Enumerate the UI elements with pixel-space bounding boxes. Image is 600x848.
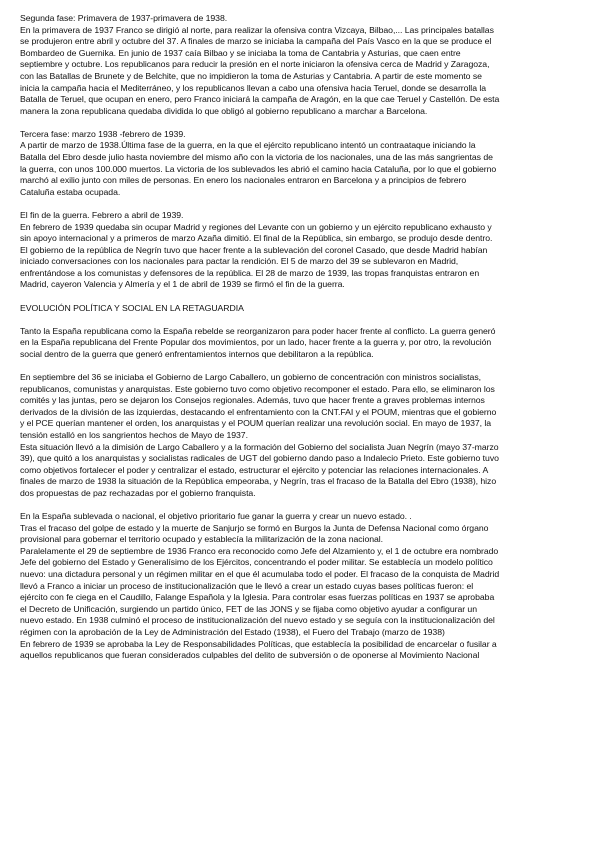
paragraph-espana-sublevada <box>20 511 588 662</box>
text-line: ejército con fe ciega en el Caudillo, Falange Española y la Iglesia. Para controlar esas fuerzas políticas en 1937 se aprobaba <box>20 592 495 603</box>
text-line: derivados de la división de las izquierdas, destacando el enfrentamiento con la CNT.FAI y el POUM, mientras que el gobierno <box>20 406 497 417</box>
text-line: En febrero de 1939 quedaba sin ocupar Madrid y regiones del Levante con un gobierno y un ejército republicano exhausto y <box>20 221 492 232</box>
text-line: como objetivos fortalecer el poder y centralizar el estado, estructurar el ejército y potenciar las relaciones internacionales. A <box>20 464 489 475</box>
text-line: manera la zona republicana quedaba dividida lo que obligó al gobierno republicano a marchar a Barcelona. <box>20 105 428 116</box>
text-line: septiembre y octubre. Los republicanos para reducir la presión en el norte iniciaron la ofensiva cerca de Madrid y Zaragoza, <box>20 59 490 70</box>
text-line: se produjeron entre abril y octubre del 37. A finales de marzo se iniciaba la campaña del País Vasco en la que se produce el <box>20 36 492 47</box>
text-line: finales de marzo de 1938 la situación de la República empeoraba, y Negrín, tras el fracaso de la Batalla del Ebro (1938), hizo <box>20 476 497 487</box>
text-line: Jefe del gobierno del Estado y Generalísimo de los Ejércitos, concentrando el poder militar. Se establecía un modelo político <box>20 557 493 568</box>
text-line: el Decreto de Unificación, surgiendo un partido único, FET de las JONS y se fijaba como objetivo ayudar a configurar un <box>20 603 477 614</box>
text-line: Madrid, cayeron Valencia y Almería y el 1 de abril de 1939 se firmó el fin de la guerra. <box>20 279 345 290</box>
text-line: Batalla del Ebro desde julio hasta noviembre del mismo año con la victoria de los nacionales, una de las más sangrientas de <box>20 152 493 163</box>
text-line: El gobierno de la república de Negrín tuvo que hacer frente a la sublevación del coronel Casado, que desde Madrid habían <box>20 244 488 255</box>
text-line: Cataluña estaba ocupada. <box>20 186 121 197</box>
text-line: iniciado conversaciones con los nacionales para pactar la rendición. El 5 de marzo del 39 se sublevaron en Madrid, <box>20 256 459 267</box>
text-line: A partir de marzo de 1938.Última fase de la guerra, en la que el ejército republicano intentó un contraataque iniciando la <box>20 140 476 151</box>
text-line: social dentro de la guerra que generó enfrentamientos internos que debilitaron a la república. <box>20 348 374 359</box>
paragraph-gobierno-republicano <box>20 372 588 500</box>
text-line: nuevo: una dictadura personal y un régimen militar en el que él acumulaba todo el poder. El fracaso de la conquista de Madrid <box>20 568 500 579</box>
text-line: nuevo estado. En 1938 culminó el proceso de institucionalización del nuevo estado y se seguía con la institucionalización del <box>20 615 495 626</box>
paragraph-intro-retaguardia <box>20 326 588 361</box>
heading-tercera-fase: Tercera fase: marzo 1938 -febrero de 1939. <box>20 128 186 139</box>
text-line: Esta situación llevó a la dimisión de Largo Caballero y a la formación del Gobierno del socialista Juan Negrín (mayo 37-marzo <box>20 441 499 452</box>
section-heading-evolucion <box>20 303 588 315</box>
text-line: Tras el fracaso del golpe de estado y la muerte de Sanjurjo se formó en Burgos la Junta de Defensa Nacional como órgano <box>20 522 489 533</box>
text-line: llevó a Franco a iniciar un proceso de institucionalización que le llevó a crear un estado cuyas bases políticas fueron: el <box>20 580 474 591</box>
text-line: En septiembre del 36 se iniciaba el Gobierno de Largo Caballero, un gobierno de concentración con ministros socialistas, <box>20 371 481 382</box>
text-line: con las Batallas de Brunete y de Belchite, que no impidieron la toma de Asturias y Cantabria. A partir de este momento se <box>20 70 482 81</box>
text-line: inicia la campaña hacia el Mediterráneo, y los republicanos llevan a cabo una ofensiva hacia Teruel, donde se desarrolla la <box>20 82 486 93</box>
text-line: régimen con la aprobación de la Ley de Administración del Estado (1938), el Fuero del Trabajo (marzo de 1938) <box>20 626 445 637</box>
text-line: enfrentándose a los comunistas y defensores de la república. El 28 de marzo de 1939, las tropas franquistas entraron en <box>20 267 480 278</box>
text-line: provisional para gobernar el territorio ocupado y establecía la militarización de la zona nacional. <box>20 534 384 545</box>
text-line: 39), que quitó a los anarquistas y socialistas radicales de UGT del gobierno dando paso a Indalecio Prieto. Este gobierno tuvo <box>20 453 499 464</box>
paragraph-fin-guerra <box>20 210 588 291</box>
text-line: en la España republicana del Frente Popular dos movimientos, por un lado, hacer frente a la guerra y, por otro, la revolución <box>20 337 492 348</box>
paragraph-tercera-fase <box>20 129 588 199</box>
text-line: Tanto la España republicana como la España rebelde se reorganizaron para poder hacer frente al conflicto. La guerra generó <box>20 325 496 336</box>
text-line: comités y las juntas, pero se dejaron los Consejos regionales. Además, tuvo que hacer frente a graves problemas internos <box>20 395 485 406</box>
section-title: EVOLUCIÓN POLÍTICA Y SOCIAL EN LA RETAGUARDIA <box>20 302 244 313</box>
paragraph-segunda-fase <box>20 13 588 117</box>
text-line: republicanos, comunistas y anarquistas. Este gobierno tuvo como objetivo recomponer el estado. Para ello, se eliminaron los <box>20 383 495 394</box>
text-line: y el PCE querían mantener el orden, los anarquistas y el POUM querían realizar una revolución social. En mayo de 1937, la <box>20 418 492 429</box>
text-line: Paralelamente el 29 de septiembre de 1936 Franco era reconocido como Jefe del Alzamiento y, el 1 de octubre era nombrado <box>20 545 499 556</box>
text-line: En febrero de 1939 se aprobaba la Ley de Responsabilidades Políticas, que establecía la posibilidad de encarcelar o fusilar a <box>20 638 497 649</box>
heading-segunda-fase: Segunda fase: Primavera de 1937-primavera de 1938. <box>20 13 228 23</box>
text-line: En la España sublevada o nacional, el objetivo prioritario fue ganar la guerra y crear un nuevo estado. . <box>20 510 412 521</box>
text-line: sin apoyo internacional y a primeros de marzo Azaña dimitió. El final de la República, sin embargo, se produjo desde dentro. <box>20 233 493 244</box>
text-line: Batalla de Teruel, que ocupan en enero, pero Franco iniciará la campaña de Aragón, en la que cae Teruel y Castellón. De esta <box>20 94 500 105</box>
text-line: aquellos republicanos que fueran considerados culpables del delito de subversión o de oponerse al Movimiento Nacional <box>20 650 480 661</box>
text-line: tensión estalló en los sangrientos hechos de Mayo de 1937. <box>20 429 248 440</box>
heading-fin-guerra: El fin de la guerra. Febrero a abril de 1939. <box>20 209 184 220</box>
document-body <box>20 13 588 673</box>
text-line: dos propuestas de paz rechazadas por el gobierno franquista. <box>20 487 256 498</box>
text-line: En la primavera de 1937 Franco se dirigió al norte, para realizar la ofensiva contra Vizcaya, Bilbao,... Las principales batallas <box>20 24 494 35</box>
text-line: Bombardeo de Guernika. En junio de 1937 caía Bilbao y se iniciaba la toma de Cantabria y Asturias, que caen entre <box>20 47 461 58</box>
text-line: la guerra, con unos 100.000 muertos. La victoria de los sublevados les abrió el camino hacia Cataluña, por lo que el gobierno <box>20 163 497 174</box>
text-line: marchó al exilio junto con miles de personas. En enero los nacionales entraron en Barcelona y a principios de febrero <box>20 175 467 186</box>
